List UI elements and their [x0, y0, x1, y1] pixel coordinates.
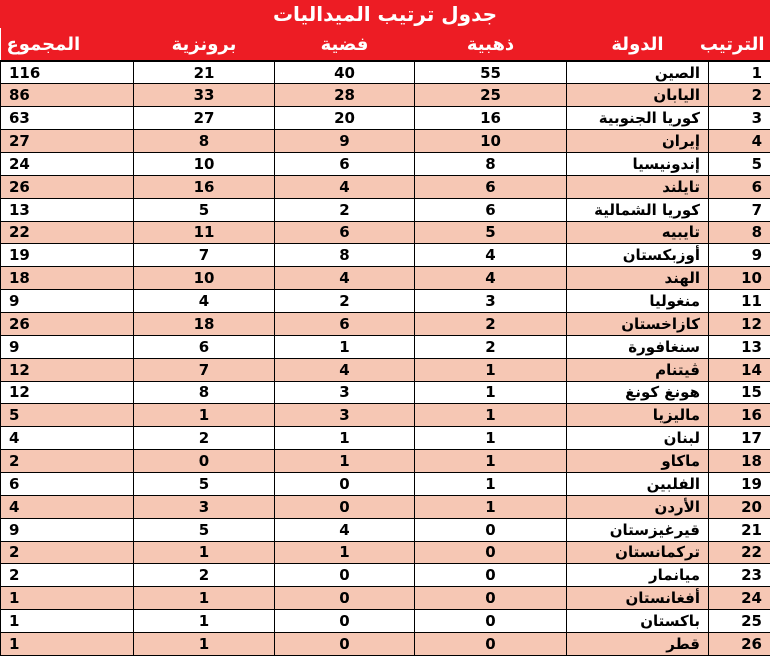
cell-country: سنغافورة: [567, 335, 709, 358]
cell-total: 63: [1, 107, 134, 130]
cell-rank: 12: [709, 312, 770, 335]
cell-country: الهند: [567, 267, 709, 290]
cell-rank: 7: [709, 198, 770, 221]
cell-country: منغوليا: [567, 290, 709, 313]
cell-total: 24: [1, 152, 134, 175]
cell-bronze: 3: [134, 495, 275, 518]
cell-silver: 4: [275, 518, 415, 541]
cell-silver: 8: [275, 244, 415, 267]
table-row: [1, 244, 770, 267]
cell-total: 9: [1, 290, 134, 313]
page-title: جدول ترتيب الميداليات: [272, 2, 498, 26]
cell-gold: 1: [415, 495, 567, 518]
cell-rank: 18: [709, 450, 770, 473]
cell-silver: 3: [275, 381, 415, 404]
cell-rank: 24: [709, 587, 770, 610]
cell-gold: 4: [415, 267, 567, 290]
table-row: [1, 381, 770, 404]
cell-silver: 1: [275, 450, 415, 473]
cell-silver: 4: [275, 358, 415, 381]
cell-rank: 16: [709, 404, 770, 427]
cell-gold: 25: [415, 84, 567, 107]
cell-gold: 2: [415, 335, 567, 358]
table-row: [1, 290, 770, 313]
cell-country: ميانمار: [567, 564, 709, 587]
cell-bronze: 2: [134, 564, 275, 587]
cell-total: 26: [1, 175, 134, 198]
cell-rank: 8: [709, 221, 770, 244]
cell-bronze: 8: [134, 381, 275, 404]
cell-rank: 22: [709, 541, 770, 564]
cell-rank: 20: [709, 495, 770, 518]
cell-bronze: 1: [134, 541, 275, 564]
cell-rank: 11: [709, 290, 770, 313]
cell-rank: 3: [709, 107, 770, 130]
table-row: [1, 541, 770, 564]
cell-bronze: 7: [134, 358, 275, 381]
cell-total: 4: [1, 495, 134, 518]
cell-rank: 4: [709, 130, 770, 153]
table-row: [1, 198, 770, 221]
cell-rank: 26: [709, 632, 770, 655]
cell-bronze: 5: [134, 198, 275, 221]
cell-silver: 0: [275, 587, 415, 610]
cell-gold: 1: [415, 404, 567, 427]
cell-total: 19: [1, 244, 134, 267]
cell-gold: 6: [415, 175, 567, 198]
cell-gold: 4: [415, 244, 567, 267]
cell-country: تايلند: [567, 175, 709, 198]
cell-total: 2: [1, 564, 134, 587]
cell-silver: 4: [275, 267, 415, 290]
cell-bronze: 10: [134, 267, 275, 290]
cell-bronze: 21: [134, 61, 275, 84]
cell-gold: 5: [415, 221, 567, 244]
cell-total: 4: [1, 427, 134, 450]
cell-country: تركمانستان: [567, 541, 709, 564]
cell-gold: 0: [415, 587, 567, 610]
cell-total: 1: [1, 587, 134, 610]
cell-bronze: 10: [134, 152, 275, 175]
header-row: [1, 28, 770, 61]
table-row: [1, 130, 770, 153]
cell-bronze: 6: [134, 335, 275, 358]
cell-gold: 0: [415, 610, 567, 633]
cell-rank: 6: [709, 175, 770, 198]
cell-total: 9: [1, 518, 134, 541]
table-row: [1, 175, 770, 198]
cell-rank: 14: [709, 358, 770, 381]
table-row: [1, 335, 770, 358]
cell-gold: 16: [415, 107, 567, 130]
cell-bronze: 4: [134, 290, 275, 313]
table-row: [1, 495, 770, 518]
column-header-gold: ذهبية: [415, 28, 567, 61]
cell-total: 9: [1, 335, 134, 358]
cell-silver: 6: [275, 152, 415, 175]
cell-country: أفغانستان: [567, 587, 709, 610]
cell-country: هونغ كونغ: [567, 381, 709, 404]
cell-rank: 13: [709, 335, 770, 358]
cell-total: 5: [1, 404, 134, 427]
cell-rank: 23: [709, 564, 770, 587]
table-row: [1, 518, 770, 541]
cell-silver: 1: [275, 541, 415, 564]
table-row: [1, 632, 770, 655]
cell-silver: 0: [275, 564, 415, 587]
cell-country: كوريا الشمالية: [567, 198, 709, 221]
cell-silver: 1: [275, 335, 415, 358]
column-header-total: المجموع: [1, 28, 134, 61]
cell-silver: 3: [275, 404, 415, 427]
cell-total: 116: [1, 61, 134, 84]
table-body: [1, 61, 770, 655]
cell-bronze: 18: [134, 312, 275, 335]
cell-total: 12: [1, 358, 134, 381]
cell-bronze: 16: [134, 175, 275, 198]
column-header-silver: فضية: [275, 28, 415, 61]
cell-country: لبنان: [567, 427, 709, 450]
table-row: [1, 610, 770, 633]
column-header-rank: الترتيب: [709, 28, 770, 61]
cell-bronze: 33: [134, 84, 275, 107]
cell-country: اليابان: [567, 84, 709, 107]
cell-country: كوريا الجنوبية: [567, 107, 709, 130]
cell-country: أوزبكستان: [567, 244, 709, 267]
cell-rank: 21: [709, 518, 770, 541]
cell-total: 2: [1, 450, 134, 473]
cell-total: 2: [1, 541, 134, 564]
table-row: [1, 472, 770, 495]
cell-gold: 8: [415, 152, 567, 175]
table-row: [1, 358, 770, 381]
cell-country: كازاخستان: [567, 312, 709, 335]
cell-rank: 15: [709, 381, 770, 404]
cell-bronze: 11: [134, 221, 275, 244]
cell-silver: 28: [275, 84, 415, 107]
cell-total: 26: [1, 312, 134, 335]
cell-gold: 1: [415, 427, 567, 450]
cell-silver: 0: [275, 632, 415, 655]
cell-country: تايبيه: [567, 221, 709, 244]
cell-bronze: 5: [134, 518, 275, 541]
cell-bronze: 5: [134, 472, 275, 495]
cell-gold: 55: [415, 61, 567, 84]
cell-country: إيران: [567, 130, 709, 153]
cell-gold: 0: [415, 632, 567, 655]
cell-total: 27: [1, 130, 134, 153]
cell-total: 6: [1, 472, 134, 495]
cell-country: إندونيسيا: [567, 152, 709, 175]
cell-total: 12: [1, 381, 134, 404]
cell-gold: 10: [415, 130, 567, 153]
cell-rank: 5: [709, 152, 770, 175]
cell-bronze: 2: [134, 427, 275, 450]
table-row: [1, 427, 770, 450]
cell-silver: 9: [275, 130, 415, 153]
cell-country: قطر: [567, 632, 709, 655]
cell-silver: 6: [275, 312, 415, 335]
cell-silver: 2: [275, 198, 415, 221]
cell-bronze: 1: [134, 610, 275, 633]
cell-country: ماكاو: [567, 450, 709, 473]
table-row: [1, 450, 770, 473]
cell-country: ڤيتنام: [567, 358, 709, 381]
cell-bronze: 0: [134, 450, 275, 473]
cell-gold: 0: [415, 541, 567, 564]
cell-country: الصين: [567, 61, 709, 84]
cell-silver: 0: [275, 495, 415, 518]
cell-gold: 1: [415, 358, 567, 381]
table-row: [1, 564, 770, 587]
table-row: [1, 61, 770, 84]
cell-gold: 6: [415, 198, 567, 221]
cell-rank: 19: [709, 472, 770, 495]
cell-country: الفلبين: [567, 472, 709, 495]
column-header-bronze: برونزية: [134, 28, 275, 61]
table-row: [1, 84, 770, 107]
cell-silver: 0: [275, 610, 415, 633]
cell-rank: 1: [709, 61, 770, 84]
cell-total: 86: [1, 84, 134, 107]
table-row: [1, 152, 770, 175]
cell-silver: 0: [275, 472, 415, 495]
table-row: [1, 404, 770, 427]
cell-total: 13: [1, 198, 134, 221]
cell-total: 1: [1, 610, 134, 633]
cell-bronze: 1: [134, 587, 275, 610]
cell-bronze: 7: [134, 244, 275, 267]
cell-gold: 0: [415, 518, 567, 541]
medal-table: [0, 28, 770, 656]
table-row: [1, 587, 770, 610]
column-header-country: الدولة: [567, 28, 709, 61]
cell-silver: 1: [275, 427, 415, 450]
cell-rank: 10: [709, 267, 770, 290]
cell-rank: 2: [709, 84, 770, 107]
table-header: [1, 28, 770, 61]
cell-gold: 1: [415, 450, 567, 473]
cell-country: ماليزيا: [567, 404, 709, 427]
cell-gold: 3: [415, 290, 567, 313]
cell-silver: 2: [275, 290, 415, 313]
cell-gold: 1: [415, 472, 567, 495]
table-row: [1, 221, 770, 244]
cell-rank: 9: [709, 244, 770, 267]
cell-gold: 1: [415, 381, 567, 404]
cell-bronze: 8: [134, 130, 275, 153]
cell-bronze: 1: [134, 404, 275, 427]
cell-total: 18: [1, 267, 134, 290]
cell-bronze: 27: [134, 107, 275, 130]
cell-silver: 6: [275, 221, 415, 244]
table-row: [1, 267, 770, 290]
cell-bronze: 1: [134, 632, 275, 655]
cell-rank: 25: [709, 610, 770, 633]
table-row: [1, 312, 770, 335]
cell-gold: 0: [415, 564, 567, 587]
cell-total: 1: [1, 632, 134, 655]
table-row: [1, 107, 770, 130]
cell-silver: 4: [275, 175, 415, 198]
cell-country: الأردن: [567, 495, 709, 518]
cell-country: قيرغيزستان: [567, 518, 709, 541]
cell-country: باكستان: [567, 610, 709, 633]
cell-total: 22: [1, 221, 134, 244]
cell-rank: 17: [709, 427, 770, 450]
cell-gold: 2: [415, 312, 567, 335]
cell-silver: 20: [275, 107, 415, 130]
cell-silver: 40: [275, 61, 415, 84]
